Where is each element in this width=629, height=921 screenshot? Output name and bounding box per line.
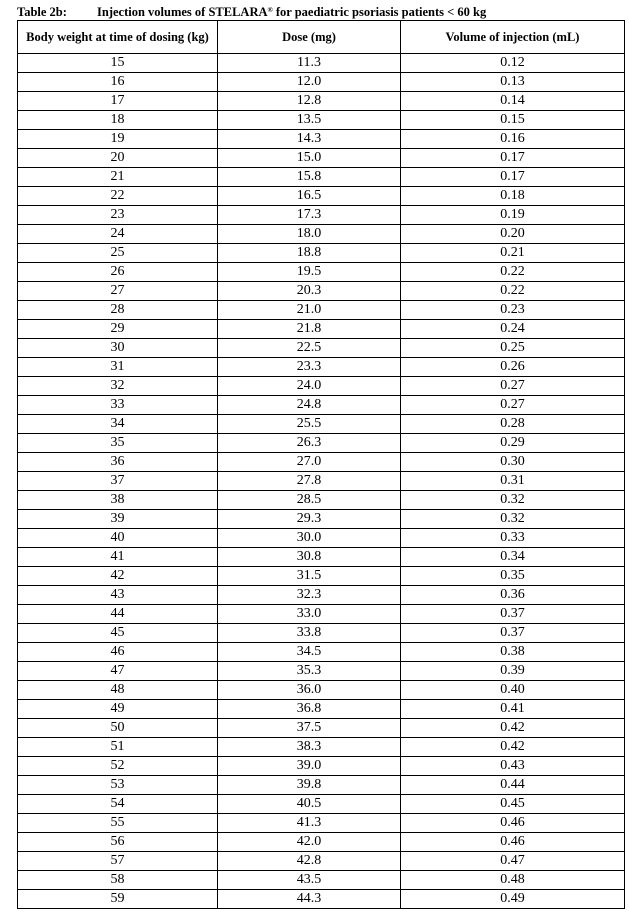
table-row <box>18 187 625 206</box>
cell-body-weight: 36 <box>18 453 218 472</box>
table-row <box>18 130 625 149</box>
cell-dose: 33.8 <box>218 624 401 643</box>
cell-dose: 11.3 <box>218 54 401 73</box>
cell-volume: 0.25 <box>401 339 625 358</box>
table-row <box>18 415 625 434</box>
table-row <box>18 529 625 548</box>
cell-body-weight: 21 <box>18 168 218 187</box>
cell-volume: 0.45 <box>401 795 625 814</box>
cell-body-weight: 24 <box>18 225 218 244</box>
cell-body-weight: 41 <box>18 548 218 567</box>
table-row <box>18 301 625 320</box>
table-row <box>18 567 625 586</box>
cell-body-weight: 43 <box>18 586 218 605</box>
cell-volume: 0.24 <box>401 320 625 339</box>
cell-dose: 12.8 <box>218 92 401 111</box>
cell-body-weight: 59 <box>18 890 218 909</box>
cell-dose: 27.8 <box>218 472 401 491</box>
cell-dose: 22.5 <box>218 339 401 358</box>
cell-body-weight: 16 <box>18 73 218 92</box>
cell-volume: 0.42 <box>401 738 625 757</box>
cell-dose: 29.3 <box>218 510 401 529</box>
table-row <box>18 814 625 833</box>
table-title <box>97 5 486 19</box>
cell-body-weight: 26 <box>18 263 218 282</box>
cell-volume: 0.44 <box>401 776 625 795</box>
cell-dose: 36.8 <box>218 700 401 719</box>
dosing-table <box>17 20 625 909</box>
cell-dose: 12.0 <box>218 73 401 92</box>
cell-body-weight: 46 <box>18 643 218 662</box>
cell-body-weight: 52 <box>18 757 218 776</box>
cell-volume: 0.37 <box>401 624 625 643</box>
cell-volume: 0.46 <box>401 833 625 852</box>
table-title-rest: for paediatric psoriasis patients < 60 kg <box>272 5 487 19</box>
cell-volume: 0.33 <box>401 529 625 548</box>
table-header <box>18 21 625 54</box>
cell-volume: 0.23 <box>401 301 625 320</box>
table-row <box>18 510 625 529</box>
cell-dose: 13.5 <box>218 111 401 130</box>
table-number: Table 2b: <box>17 5 67 19</box>
cell-dose: 19.5 <box>218 263 401 282</box>
cell-dose: 32.3 <box>218 586 401 605</box>
cell-volume: 0.22 <box>401 282 625 301</box>
cell-body-weight: 51 <box>18 738 218 757</box>
table-body <box>18 54 625 909</box>
cell-body-weight: 45 <box>18 624 218 643</box>
table-row <box>18 890 625 909</box>
cell-dose: 25.5 <box>218 415 401 434</box>
column-header-dose: Dose (mg) <box>218 21 401 54</box>
cell-body-weight: 34 <box>18 415 218 434</box>
cell-body-weight: 29 <box>18 320 218 339</box>
table-row <box>18 719 625 738</box>
cell-dose: 15.8 <box>218 168 401 187</box>
cell-dose: 30.8 <box>218 548 401 567</box>
cell-body-weight: 17 <box>18 92 218 111</box>
cell-volume: 0.38 <box>401 643 625 662</box>
table-row <box>18 396 625 415</box>
cell-dose: 44.3 <box>218 890 401 909</box>
cell-body-weight: 39 <box>18 510 218 529</box>
cell-dose: 24.0 <box>218 377 401 396</box>
cell-dose: 43.5 <box>218 871 401 890</box>
cell-dose: 40.5 <box>218 795 401 814</box>
cell-volume: 0.22 <box>401 263 625 282</box>
table-row <box>18 244 625 263</box>
cell-volume: 0.46 <box>401 814 625 833</box>
cell-volume: 0.31 <box>401 472 625 491</box>
cell-body-weight: 30 <box>18 339 218 358</box>
cell-body-weight: 48 <box>18 681 218 700</box>
cell-body-weight: 33 <box>18 396 218 415</box>
table-row <box>18 833 625 852</box>
cell-dose: 30.0 <box>218 529 401 548</box>
cell-body-weight: 47 <box>18 662 218 681</box>
cell-volume: 0.41 <box>401 700 625 719</box>
cell-dose: 35.3 <box>218 662 401 681</box>
cell-body-weight: 37 <box>18 472 218 491</box>
cell-volume: 0.48 <box>401 871 625 890</box>
table-title-text: Injection volumes of STELARA <box>97 5 268 19</box>
cell-dose: 15.0 <box>218 149 401 168</box>
cell-dose: 18.0 <box>218 225 401 244</box>
column-header-volume: Volume of injection (mL) <box>401 21 625 54</box>
cell-volume: 0.29 <box>401 434 625 453</box>
cell-dose: 33.0 <box>218 605 401 624</box>
cell-dose: 39.8 <box>218 776 401 795</box>
cell-body-weight: 35 <box>18 434 218 453</box>
table-row <box>18 453 625 472</box>
cell-body-weight: 44 <box>18 605 218 624</box>
cell-dose: 23.3 <box>218 358 401 377</box>
cell-dose: 31.5 <box>218 567 401 586</box>
cell-dose: 41.3 <box>218 814 401 833</box>
registered-mark: ® <box>267 6 273 14</box>
table-row <box>18 738 625 757</box>
cell-dose: 34.5 <box>218 643 401 662</box>
cell-body-weight: 18 <box>18 111 218 130</box>
table-row <box>18 795 625 814</box>
cell-body-weight: 38 <box>18 491 218 510</box>
table-row <box>18 92 625 111</box>
table-row <box>18 168 625 187</box>
table-row <box>18 225 625 244</box>
cell-volume: 0.32 <box>401 491 625 510</box>
table-row <box>18 757 625 776</box>
table-row <box>18 776 625 795</box>
cell-volume: 0.15 <box>401 111 625 130</box>
cell-body-weight: 55 <box>18 814 218 833</box>
cell-volume: 0.30 <box>401 453 625 472</box>
cell-volume: 0.17 <box>401 168 625 187</box>
table-row <box>18 643 625 662</box>
cell-volume: 0.16 <box>401 130 625 149</box>
cell-volume: 0.17 <box>401 149 625 168</box>
table-row <box>18 206 625 225</box>
cell-dose: 42.0 <box>218 833 401 852</box>
cell-dose: 21.8 <box>218 320 401 339</box>
table-row <box>18 434 625 453</box>
table-row <box>18 149 625 168</box>
table-row <box>18 871 625 890</box>
table-row <box>18 852 625 871</box>
cell-volume: 0.26 <box>401 358 625 377</box>
cell-body-weight: 53 <box>18 776 218 795</box>
cell-dose: 14.3 <box>218 130 401 149</box>
table-row <box>18 624 625 643</box>
cell-dose: 27.0 <box>218 453 401 472</box>
cell-volume: 0.20 <box>401 225 625 244</box>
cell-body-weight: 28 <box>18 301 218 320</box>
table-row <box>18 339 625 358</box>
cell-dose: 26.3 <box>218 434 401 453</box>
cell-body-weight: 54 <box>18 795 218 814</box>
cell-dose: 24.8 <box>218 396 401 415</box>
cell-body-weight: 42 <box>18 567 218 586</box>
table-row <box>18 681 625 700</box>
cell-volume: 0.32 <box>401 510 625 529</box>
cell-body-weight: 40 <box>18 529 218 548</box>
table-row <box>18 548 625 567</box>
cell-dose: 20.3 <box>218 282 401 301</box>
cell-volume: 0.12 <box>401 54 625 73</box>
cell-dose: 21.0 <box>218 301 401 320</box>
table-caption <box>17 5 486 19</box>
cell-volume: 0.14 <box>401 92 625 111</box>
table-row <box>18 263 625 282</box>
column-header-body-weight: Body weight at time of dosing (kg) <box>18 21 218 54</box>
table-row <box>18 73 625 92</box>
cell-volume: 0.36 <box>401 586 625 605</box>
table-row <box>18 700 625 719</box>
cell-volume: 0.37 <box>401 605 625 624</box>
cell-body-weight: 22 <box>18 187 218 206</box>
table-row <box>18 472 625 491</box>
cell-body-weight: 49 <box>18 700 218 719</box>
cell-body-weight: 57 <box>18 852 218 871</box>
cell-volume: 0.19 <box>401 206 625 225</box>
cell-dose: 16.5 <box>218 187 401 206</box>
table-row <box>18 54 625 73</box>
cell-body-weight: 50 <box>18 719 218 738</box>
table-row <box>18 377 625 396</box>
cell-dose: 42.8 <box>218 852 401 871</box>
cell-volume: 0.40 <box>401 681 625 700</box>
cell-body-weight: 25 <box>18 244 218 263</box>
cell-body-weight: 56 <box>18 833 218 852</box>
cell-volume: 0.35 <box>401 567 625 586</box>
table-row <box>18 586 625 605</box>
cell-volume: 0.21 <box>401 244 625 263</box>
cell-volume: 0.27 <box>401 377 625 396</box>
cell-volume: 0.18 <box>401 187 625 206</box>
cell-body-weight: 31 <box>18 358 218 377</box>
table-row <box>18 491 625 510</box>
cell-volume: 0.39 <box>401 662 625 681</box>
cell-dose: 38.3 <box>218 738 401 757</box>
cell-body-weight: 27 <box>18 282 218 301</box>
table-row <box>18 282 625 301</box>
table-row <box>18 111 625 130</box>
table-row <box>18 605 625 624</box>
cell-dose: 17.3 <box>218 206 401 225</box>
cell-volume: 0.43 <box>401 757 625 776</box>
cell-dose: 39.0 <box>218 757 401 776</box>
cell-volume: 0.27 <box>401 396 625 415</box>
cell-volume: 0.49 <box>401 890 625 909</box>
table-row <box>18 358 625 377</box>
cell-body-weight: 23 <box>18 206 218 225</box>
cell-volume: 0.47 <box>401 852 625 871</box>
header-row <box>18 21 625 54</box>
cell-body-weight: 15 <box>18 54 218 73</box>
cell-dose: 28.5 <box>218 491 401 510</box>
cell-dose: 18.8 <box>218 244 401 263</box>
table-row <box>18 320 625 339</box>
cell-volume: 0.34 <box>401 548 625 567</box>
cell-volume: 0.28 <box>401 415 625 434</box>
cell-body-weight: 20 <box>18 149 218 168</box>
cell-body-weight: 19 <box>18 130 218 149</box>
cell-volume: 0.42 <box>401 719 625 738</box>
table-row <box>18 662 625 681</box>
cell-volume: 0.13 <box>401 73 625 92</box>
cell-dose: 36.0 <box>218 681 401 700</box>
cell-dose: 37.5 <box>218 719 401 738</box>
cell-body-weight: 32 <box>18 377 218 396</box>
cell-body-weight: 58 <box>18 871 218 890</box>
